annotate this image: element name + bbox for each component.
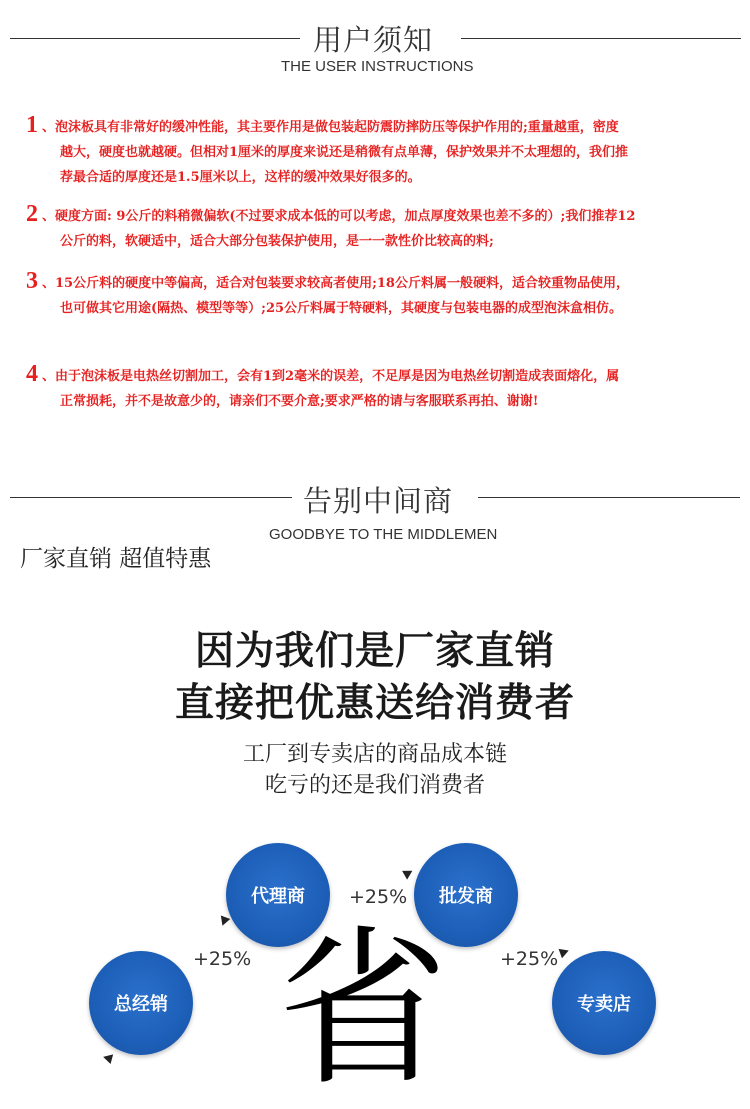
save-character: 省: [278, 911, 449, 1109]
markup-label: +25%: [349, 886, 408, 908]
subline-1: 工厂到专卖店的商品成本链: [242, 742, 507, 767]
node-distributor: [89, 951, 193, 1055]
section-subtitle-middlemen: GOODBYE TO THE MIDDLEMEN: [269, 526, 498, 543]
headline-line-2: 直接把优惠送给消费者: [174, 681, 575, 726]
item-line: 、由于泡沫板是电热丝切割加工，会有1到2毫米的误差，不足厚是因为电热丝切割造成表面熔化，属: [42, 369, 620, 384]
item-line: 公斤的料，软硬适中，适合大部分包装保护使用，是一一款性价比较高的料;: [60, 234, 494, 249]
section-title-instructions: 用户须知: [313, 23, 434, 57]
item-number: 1: [26, 112, 38, 138]
item-number: 2: [26, 201, 38, 227]
node-label: 批发商: [439, 886, 493, 907]
item-line: 越大，硬度也就越硬。但相对1厘米的厚度来说还是稍微有点单薄，保护效果并不太理想的，我们推: [60, 145, 629, 160]
node-label: 专卖店: [577, 994, 631, 1015]
instruction-item-1: [42, 115, 732, 190]
item-line: 、15公斤料的硬度中等偏高，适合对包装要求较高者使用;18公斤料属一般硬料，适合较重物品使用，: [42, 276, 629, 291]
arrow-icon: [402, 866, 415, 879]
item-line: 荐最合适的厚度还是1.5厘米以上，这样的缓冲效果好很多的。: [60, 170, 421, 185]
item-line: 正常损耗，并不是故意少的，请亲们不要介意;要求严格的请与客服联系再拍、谢谢!: [60, 394, 539, 409]
markup-label: +25%: [500, 948, 559, 970]
instruction-item-2: [42, 204, 732, 254]
markup-label: +25%: [193, 948, 252, 970]
node-label: 总经销: [114, 994, 168, 1015]
divider-left: [10, 38, 300, 39]
arrow-icon: [559, 946, 571, 958]
subline-2: 吃亏的还是我们消费者: [264, 773, 485, 798]
headline-line-1: 因为我们是厂家直销: [194, 629, 555, 674]
item-number: 3: [26, 268, 38, 294]
item-line: 、泡沫板具有非常好的缓冲性能，其主要作用是做包装起防震防摔防压等保护作用的;重量越重，密度: [42, 120, 619, 135]
instruction-item-4: [42, 364, 732, 414]
item-line: 、硬度方面: 9公斤的料稍微偏软(不过要求成本低的可以考虑，加点厚度效果也差不多的）;我们推荐12: [42, 209, 636, 224]
node-store: [552, 951, 656, 1055]
item-line: 也可做其它用途(隔热、模型等等）;25公斤料属于特硬料，其硬度与包装电器的成型泡沫盒相仿。: [60, 301, 623, 316]
arrow-icon: [218, 916, 230, 928]
tagline: 厂家直销 超值特惠: [20, 546, 212, 572]
arrow-icon: [102, 1052, 113, 1064]
divider-right: [478, 497, 740, 498]
instruction-item-3: [42, 271, 732, 321]
section-subtitle-instructions: THE USER INSTRUCTIONS: [281, 58, 474, 75]
section-title-middlemen: 告别中间商: [303, 484, 454, 518]
divider-right: [461, 38, 741, 39]
divider-left: [10, 497, 292, 498]
node-label: 代理商: [251, 886, 305, 907]
item-number: 4: [26, 361, 38, 387]
